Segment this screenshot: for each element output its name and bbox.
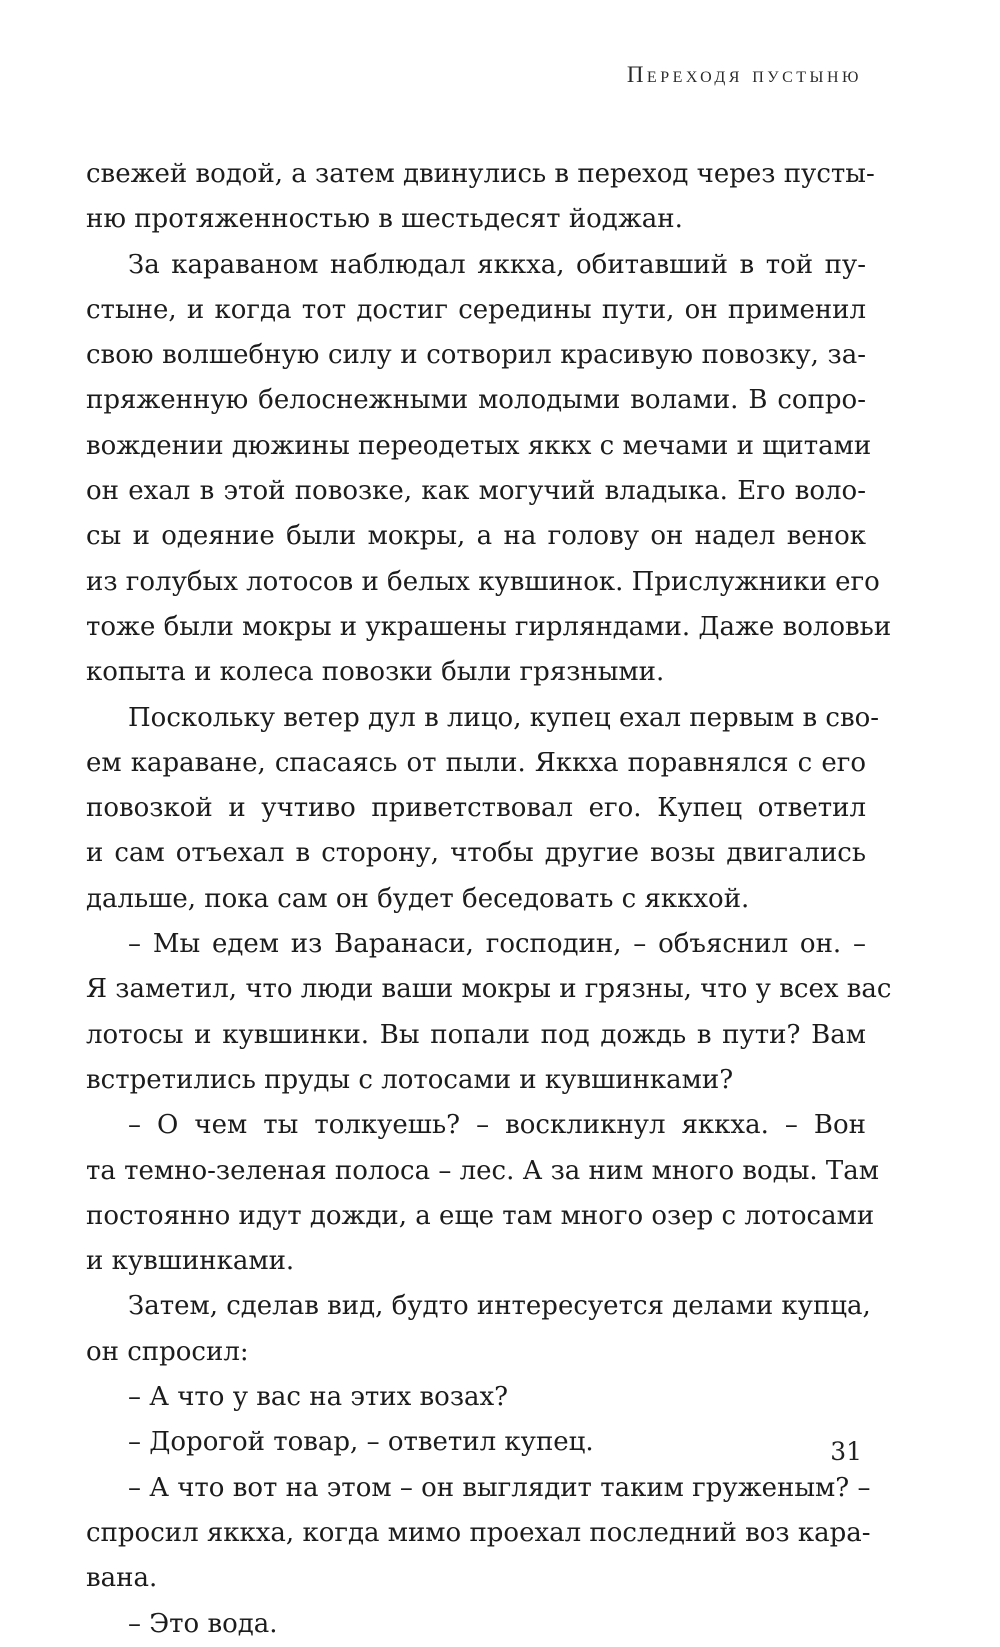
text-line: – Это вода. — [128, 1608, 278, 1639]
text-line: – О чем ты толкуешь? – воскликнул яккха. – Вон — [128, 1110, 866, 1141]
text-line: та темно-зеленая полоса – лес. А за ним много воды. Там — [86, 1155, 879, 1186]
text-line: он ехал в этой повозке, как могучий владыка. Его воло- — [86, 476, 866, 507]
text-line: свою волшебную силу и сотворил красивую повозку, за- — [86, 340, 866, 371]
running-head-title: Переходя пустыню — [626, 62, 862, 87]
page-number: 31 — [830, 1437, 862, 1466]
text-line: ем караване, спасаясь от пыли. Яккха поравнялся с его — [86, 747, 866, 778]
text-line: – А что вот на этом – он выглядит таким груженым? – — [128, 1472, 871, 1503]
text-line: стыне, и когда тот достиг середины пути, он применил — [86, 294, 866, 325]
body-text — [86, 152, 892, 1647]
text-line: Поскольку ветер дул в лицо, купец ехал первым в сво- — [128, 702, 880, 733]
text-line: – Мы едем из Варанаси, господин, – объяснил он. – — [128, 929, 866, 960]
text-line: постоянно идут дожди, а еще там много озер с лотосами — [86, 1200, 875, 1231]
text-line: ню протяженностью в шестьдесят йоджан. — [86, 204, 683, 235]
text-line: Я заметил, что люди ваши мокры и грязны, что у всех вас — [86, 974, 892, 1005]
text-line: свежей водой, а затем двинулись в переход через пусты- — [86, 159, 875, 189]
text-line: дальше, пока сам он будет беседовать с яккхой. — [86, 883, 750, 914]
text-line: Затем, сделав вид, будто интересуется делами купца, — [128, 1291, 871, 1322]
text-line: тоже были мокры и украшены гирляндами. Даже воловьи — [86, 611, 892, 642]
text-line: повозкой и учтиво приветствовал его. Купец ответил — [86, 793, 866, 824]
text-line: – А что у вас на этих возах? — [128, 1382, 509, 1413]
text-line: спросил яккха, когда мимо проехал последний воз кара- — [86, 1517, 871, 1548]
text-line: За караваном наблюдал яккха, обитавший в той пу- — [128, 249, 866, 280]
text-line: он спросил: — [86, 1336, 249, 1367]
text-line: – Дорогой товар, – ответил купец. — [128, 1427, 594, 1458]
text-line: копыта и колеса повозки были грязными. — [86, 657, 665, 688]
text-line: вана. — [86, 1563, 158, 1594]
text-line: вождении дюжины переодетых яккх с мечами и щитами — [86, 430, 872, 461]
text-line: и сам отъехал в сторону, чтобы другие возы двигались — [86, 838, 866, 869]
text-line: лотосы и кувшинки. Вы попали под дождь в пути? Вам — [86, 1019, 866, 1050]
text-line: встретились пруды с лотосами и кувшинками? — [86, 1064, 734, 1095]
text-line: из голубых лотосов и белых кувшинок. Прислужники его — [86, 566, 880, 597]
text-line: пряженную белоснежными молодыми волами. В сопро- — [86, 385, 866, 416]
text-line: сы и одеяние были мокры, а на голову он надел венок — [86, 521, 866, 552]
text-line: и кувшинками. — [86, 1246, 295, 1277]
